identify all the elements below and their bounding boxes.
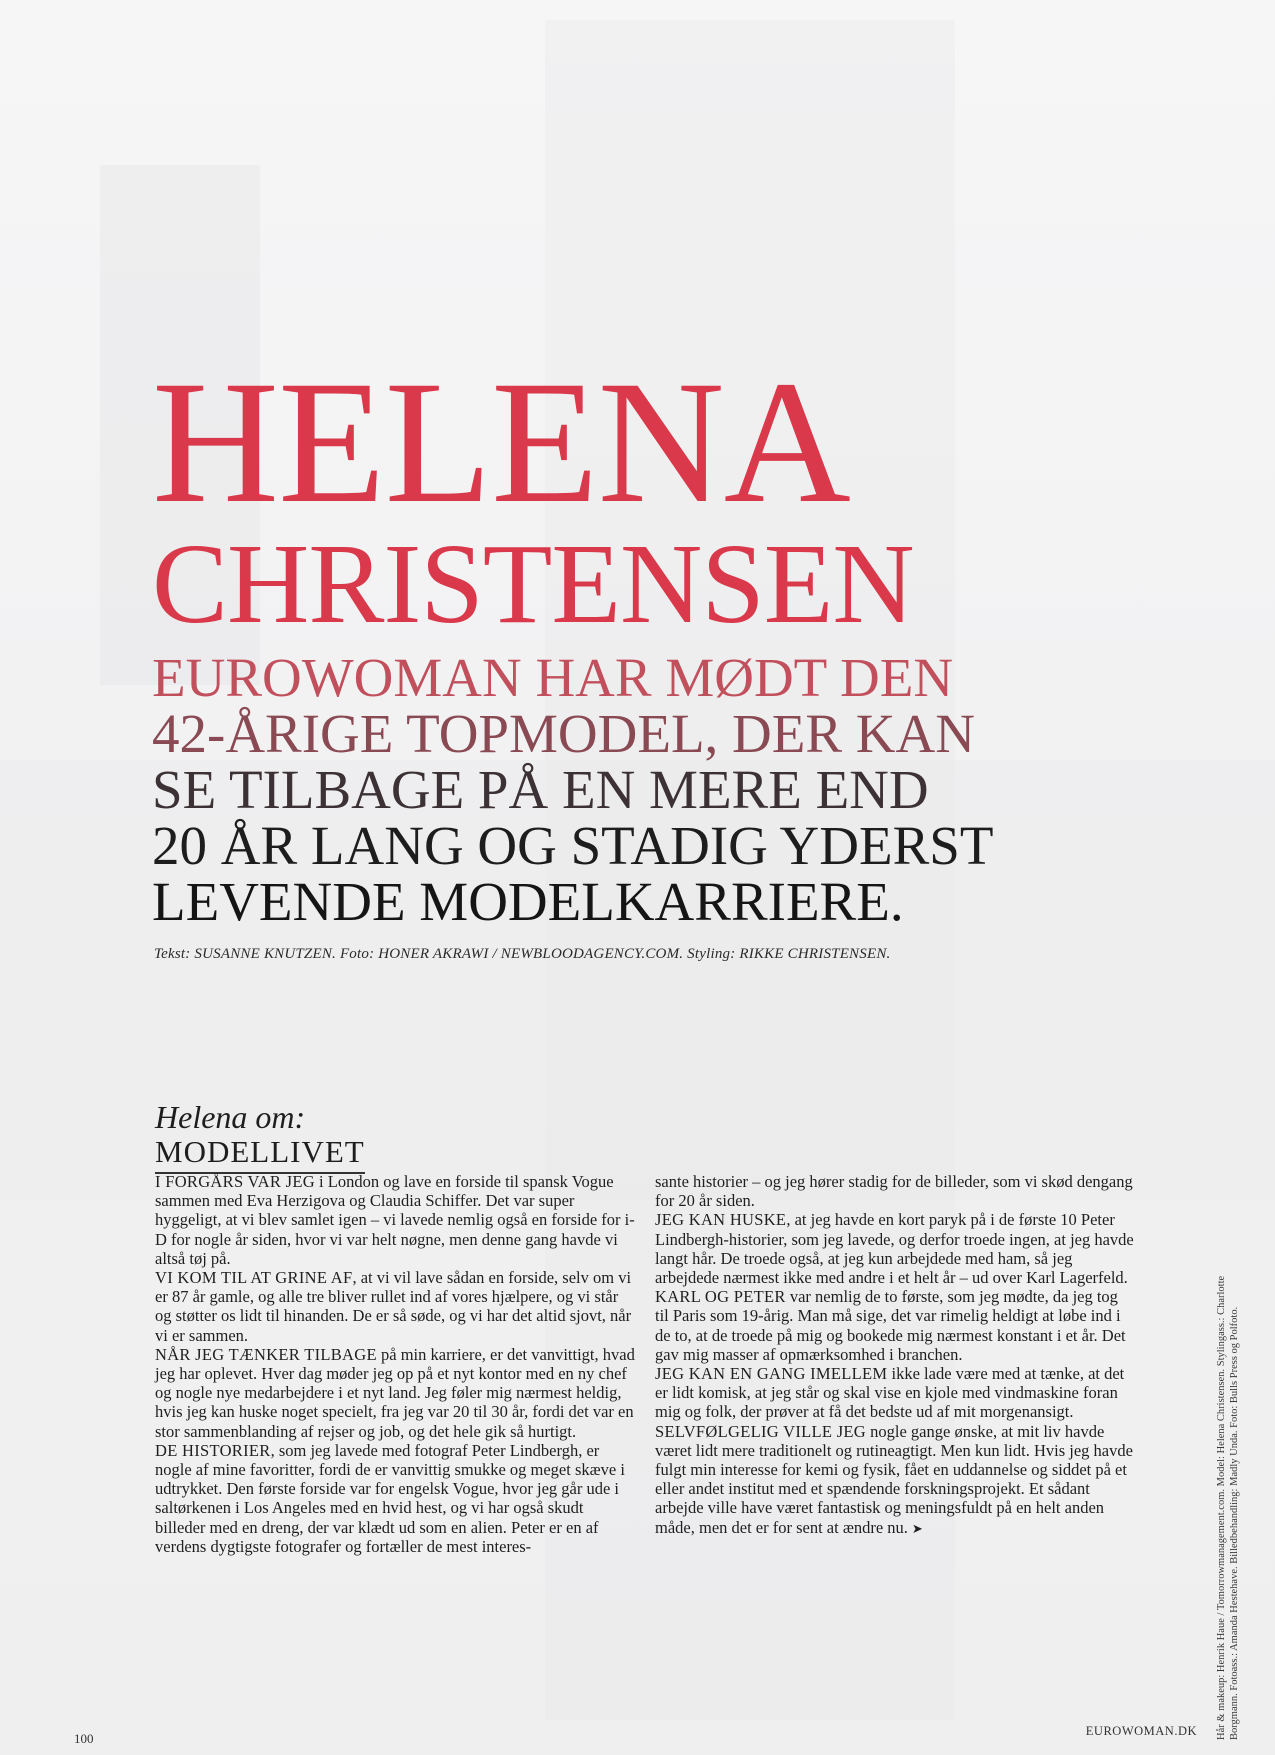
paragraph bbox=[155, 1345, 635, 1441]
body-column-left bbox=[155, 1172, 635, 1556]
section-heading bbox=[155, 1100, 365, 1174]
paragraph bbox=[655, 1172, 1135, 1210]
photo-credits-vertical bbox=[1215, 1100, 1241, 1740]
paragraph-text: i London og lave en forside til spansk Vogue sammen med Eva Herzigova og Claudia Schiffer. Det var super hyggeligt, at vi blev samlet igen – vi lavede nemlig også en forside for i-D for nogle år siden, hvor vi var helt nøgne, men denne gang havde vi altså tøj på. bbox=[155, 1172, 635, 1268]
paragraph-lead: DE HISTORIER bbox=[155, 1440, 271, 1460]
paragraph-lead: KARL OG PETER bbox=[655, 1287, 786, 1307]
paragraph-lead: I FORGÅRS VAR JEG bbox=[155, 1172, 315, 1191]
byline-credits: Tekst: SUSANNE KNUTZEN. Foto: HONER AKRAWI / NEWBLOODAGENCY.COM. Styling: RIKKE CHRISTENSEN. bbox=[154, 946, 891, 962]
page-number: 100 bbox=[74, 1731, 94, 1746]
paragraph-lead: VI KOM TIL AT GRINE AF bbox=[155, 1268, 353, 1288]
deck-line: EUROWOMAN HAR MØDT DEN bbox=[152, 647, 954, 708]
paragraph bbox=[155, 1441, 635, 1556]
deck bbox=[152, 647, 1152, 932]
paragraph bbox=[655, 1364, 1135, 1422]
deck-line: 20 ÅR LANG OG STADIG YDERST bbox=[152, 815, 994, 876]
paragraph bbox=[155, 1172, 635, 1268]
paragraph-text: , at vi vil lave sådan en forside, selv om vi er 87 år gamle, og alle tre bliver rullet ind af vores hjælpere, og vi står og støtter os lidt til hinanden. De er så søde, og vi har det altid sjovt, når vi er sammen. bbox=[155, 1268, 632, 1345]
paragraph-lead: SELVFØLGELIG VILLE JEG bbox=[655, 1421, 867, 1441]
paragraph bbox=[155, 1268, 635, 1345]
deck-line: 42-ÅRIGE TOPMODEL, DER KAN bbox=[152, 703, 975, 764]
paragraph-text: nogle gange ønske, at mit liv havde været lidt mere traditionelt og rutineagtigt. Men kun lidt. Hvis jeg havde fulgt min interesse for kemi og fysik, fået en uddannelse og siddet på et eller andet institut med et spændende forskningsprojekt. Et sådant arbejde ville have været fantastisk og meningsfuldt på en helt anden måde, men det er for sent at ændre nu. bbox=[655, 1421, 1133, 1537]
site-url: EUROWOMAN.DK bbox=[1085, 1724, 1197, 1738]
paragraph-lead: JEG KAN HUSKE bbox=[655, 1210, 787, 1230]
section-topic: MODELLIVET bbox=[155, 1134, 365, 1174]
body-column-right bbox=[655, 1172, 1135, 1538]
deck-line: SE TILBAGE PÅ EN MERE END bbox=[152, 759, 929, 820]
headline bbox=[152, 345, 1152, 647]
paragraph-text: var nemlig de to første, som jeg mødte, da jeg tog til Paris som 19-årig. Man må sige, det var rimelig heldigt at løbe ind i de to, at de troede på mig og bookede mig nærmest konstant i et år. Det gav mig masser af opmærksomhed i branchen. bbox=[655, 1287, 1126, 1364]
paragraph-text: ikke lade være med at tænke, at det er lidt komisk, at jeg står og skal vise en kjole med vindmaskine foran mig og folk, der prøver at få det bedste ud af mit morgenansigt. bbox=[655, 1364, 1125, 1422]
headline-last-name: CHRISTENSEN bbox=[152, 520, 914, 647]
paragraph-text: sante historier – og jeg hører stadig for de billeder, som vi skød dengang for 20 år siden. bbox=[655, 1172, 1133, 1211]
paragraph bbox=[655, 1422, 1135, 1538]
paragraph-text: , at jeg havde en kort paryk på i de første 10 Peter Lindbergh-historier, som jeg lavede, og derfor troede ingen, at jeg havde langt hår. De troede også, at jeg kun arbejdede med ham, så jeg arbejdede nærmest ikke med andre i et helt år – ud over Karl Lagerfeld. bbox=[655, 1210, 1134, 1288]
paragraph-lead: NÅR JEG TÆNKER TILBAGE bbox=[155, 1344, 377, 1364]
headline-first-name: HELENA bbox=[152, 345, 850, 540]
continue-arrow-icon: ➤ bbox=[911, 1520, 923, 1536]
paragraph-text: , som jeg lavede med fotograf Peter Lindbergh, er nogle af mine favoritter, fordi de er vanvittig smukke og meget skæve i udtrykket. Den første forside var for engelsk Vogue, hvor jeg går ude i saltørkenen i Los Angeles med en hvid hest, og vi har også skudt billeder med en dreng, der var klædt ud som en alien. Peter er en af verdens dygtigste fotografer og fortæller de mest interes- bbox=[155, 1440, 625, 1556]
paragraph bbox=[655, 1210, 1135, 1287]
photo-credits-line: Borgmann. Fotoass.: Amanda Hestehave. Billedbehandling: Madly Unda. Foto: Bulls Press og Polfoto. bbox=[1229, 1306, 1240, 1740]
photo-credits-line: Hår & makeup: Henrik Haue / Tomorrowmanagement.com. Model: Helena Christensen. Stylingass.: Charlotte bbox=[1216, 1275, 1227, 1740]
paragraph-lead: JEG KAN EN GANG IMELLEM bbox=[655, 1364, 888, 1384]
section-kicker: Helena om: bbox=[155, 1099, 306, 1135]
deck-line: LEVENDE MODELKARRIERE. bbox=[152, 871, 904, 932]
paragraph-text: på min karriere, er det vanvittigt, hvad jeg har oplevet. Hver dag møder jeg op på et nyt kontor med en ny chef og nogle nye medarbejdere i et nyt land. Jeg føler mig nærmest heldig, hvis jeg kan huske noget specielt, fra jeg var 20 til 30 år, fordi det var en stor sammenblanding af rejser og job, og det hele gik så hurtigt. bbox=[155, 1344, 635, 1441]
paragraph bbox=[655, 1287, 1135, 1364]
